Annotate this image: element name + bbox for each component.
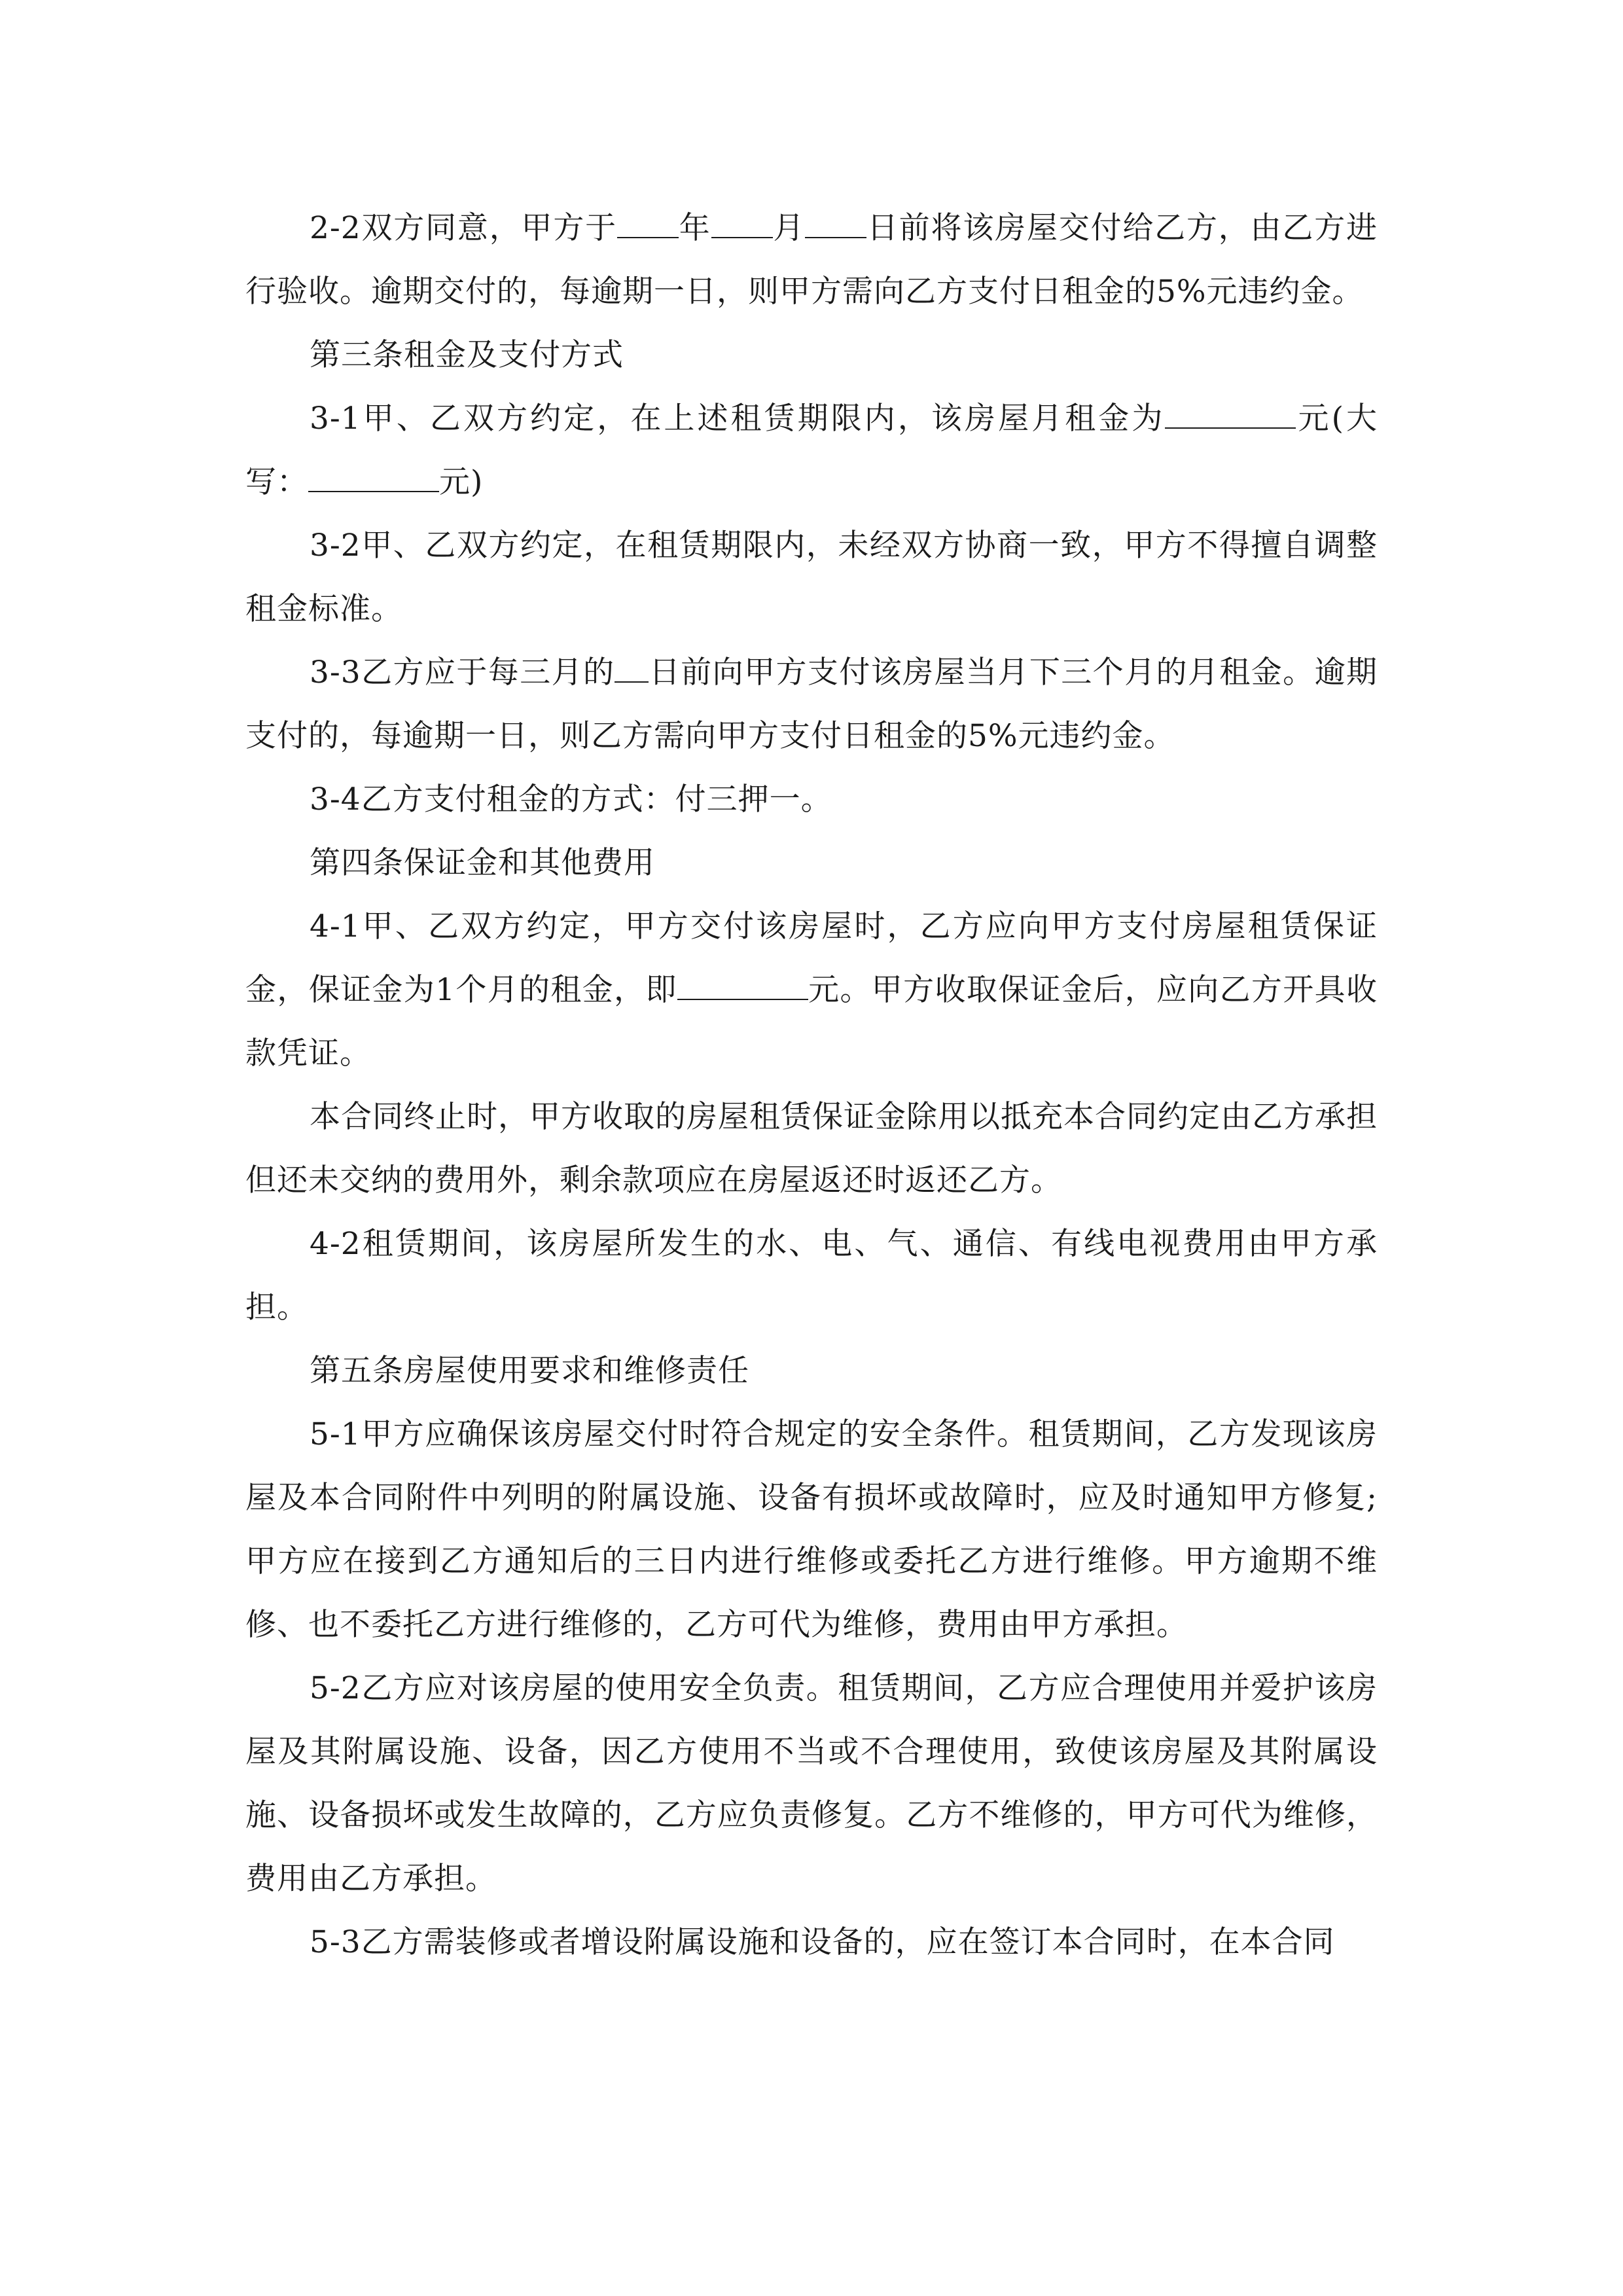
clause-5-2: 5-2乙方应对该房屋的使用安全负责。租赁期间，乙方应合理使用并爱护该房屋及其附属设施、设备，因乙方使用不当或不合理使用，致使该房屋及其附属设施、设备损坏或发生故障的，乙方应负责修复。乙方不维修的，甲方可代为维修，费用由乙方承担。: [245, 1670, 1378, 1897]
article-4-heading: 第四条保证金和其他费用: [310, 845, 655, 881]
deposit-termination-paragraph: 本合同终止时，甲方收取的房屋租赁保证金除用以抵充本合同约定由乙方承担但还未交纳的费用外，剩余款项应在房屋返还时返还乙方。: [245, 1099, 1378, 1198]
clause-3-4: 3-4乙方支付租金的方式：付三押一。: [310, 781, 832, 817]
year-blank: [617, 209, 679, 238]
rent-amount-words-blank: [308, 463, 439, 492]
rent-amount-blank: [1165, 400, 1296, 429]
clause-5-3: 5-3乙方需装修或者增设附属设施和设备的，应在签订本合同时，在本合同: [310, 1924, 1335, 1960]
deposit-amount-blank: [677, 971, 808, 1000]
clause-5-1: 5-1甲方应确保该房屋交付时符合规定的安全条件。租赁期间，乙方发现该房屋及本合同附件中列明的附属设施、设备有损坏或故障时，应及时通知甲方修复;甲方应在接到乙方通知后的三日内进行维修或委托乙方进行维修。甲方逾期不维修、也不委托乙方进行维修的，乙方可代为维修，费用由甲方承担。: [245, 1416, 1378, 1643]
clause-3-1: 3-1甲、乙双方约定，在上述租赁期限内，该房屋月租金为 元(大写： 元): [245, 401, 1378, 500]
clause-4-1: 4-1甲、乙双方约定，甲方交付该房屋时，乙方应向甲方支付房屋租赁保证金，保证金为1个月的租金，即 元。甲方收取保证金后，应向乙方开具收款凭证。: [245, 908, 1378, 1071]
payment-day-blank: [615, 654, 649, 683]
clause-2-2: 2-2双方同意，甲方于 年 月 日前将该房屋交付给乙方，由乙方进行验收。逾期交付的，每逾期一日，则甲方需向乙方支付日租金的5%元违约金。: [245, 210, 1378, 310]
month-blank: [711, 209, 773, 238]
day-blank: [805, 209, 866, 238]
clause-3-2: 3-2甲、乙双方约定，在租赁期限内，未经双方协商一致，甲方不得擅自调整租金标准。: [245, 528, 1378, 627]
article-3-heading: 第三条租金及支付方式: [310, 337, 624, 373]
contract-page: [245, 196, 1378, 1974]
clause-4-2: 4-2租赁期间，该房屋所发生的水、电、气、通信、有线电视费用由甲方承担。: [245, 1226, 1378, 1325]
article-5-heading: 第五条房屋使用要求和维修责任: [310, 1353, 749, 1389]
clause-3-3: 3-3乙方应于每三月的 日前向甲方支付该房屋当月下三个月的月租金。逾期支付的，每逾期一日，则乙方需向甲方支付日租金的5%元违约金。: [245, 655, 1378, 754]
